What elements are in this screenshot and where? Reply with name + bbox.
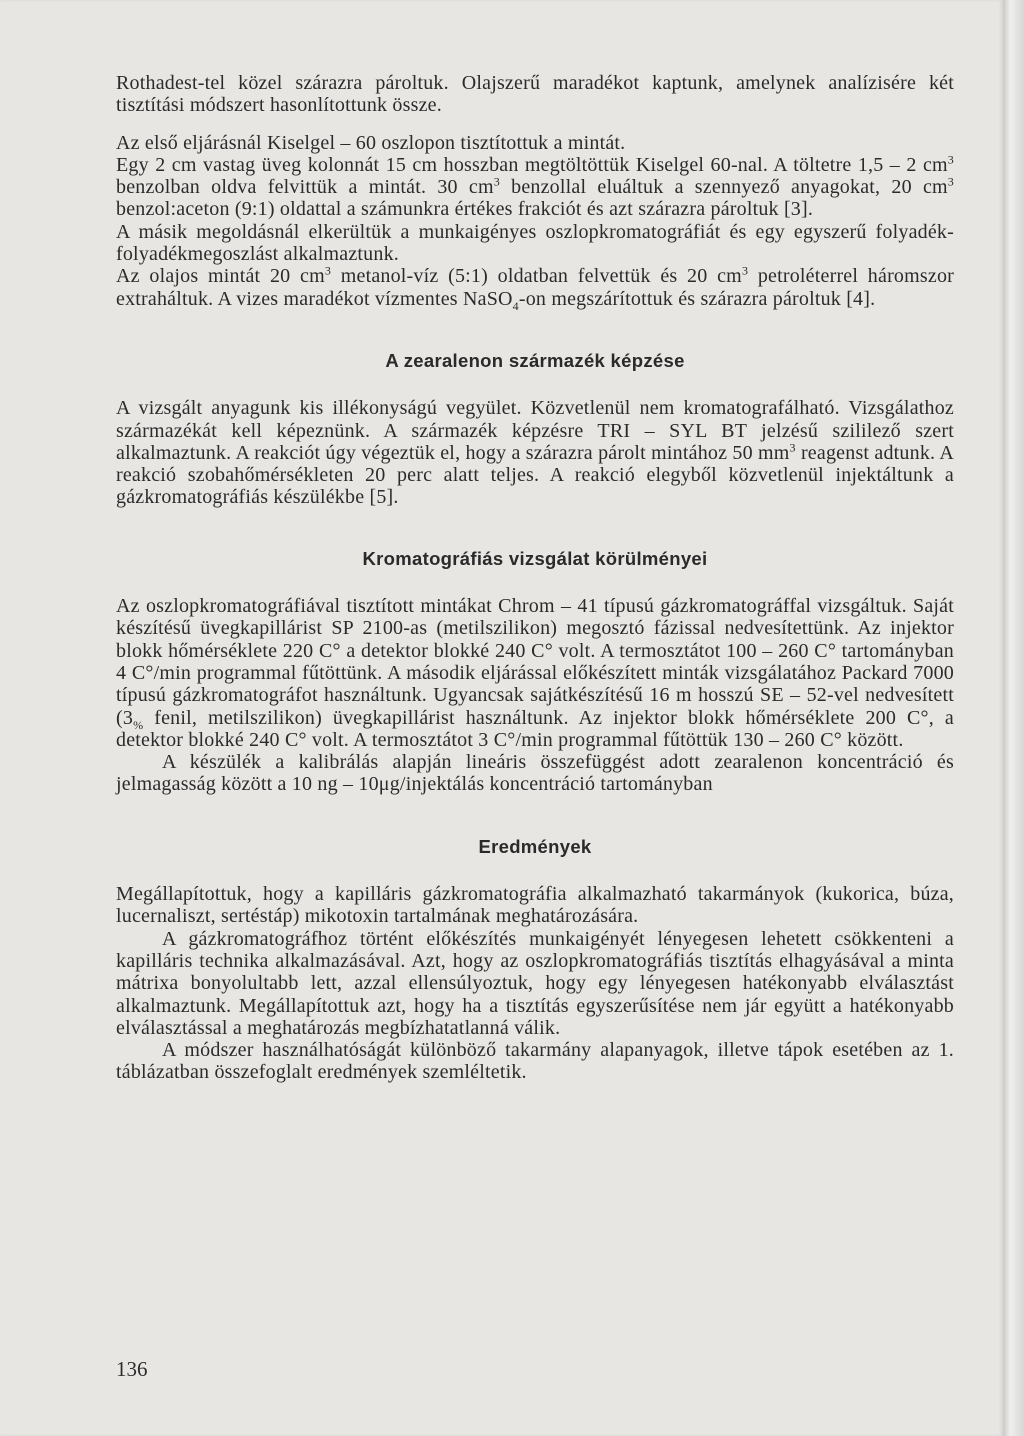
intro-paragraph-1: Rothadest-tel közel szárazra pároltuk. Olajszerű maradékot kaptunk, amelynek analízisére két tisztítási módszert hasonlítottunk össze. bbox=[116, 72, 954, 117]
intro-paragraph-3: Egy 2 cm vastag üveg kolonnát 15 cm hosszban megtöltöttük Kiselgel 60-nal. A töltetre 1,5 – 2 $cm^3$ benzolban oldva felvittük a mintát. 30 $cm^3$ benzollal eluáltuk a szennyező anyagokat, 20 $cm^3$ benzol:aceton (9:1) oldattal a számunkra értékes frakciót és azt szárazra pároltuk [3]. bbox=[116, 152, 954, 221]
section1-paragraph-1: A vizsgált anyagunk kis illékonyságú vegyület. Közvetlenül nem kromatografálható. Vizsgálathoz származékát kell képeznünk. A származék képzésre TRI – SYL BT jelzésű szililező szert alkalmaztunk. A reakciót úgy végeztük el, hogy a szárazra párolt mintához 50 $mm^3$ reagenst adtunk. A reakció szobahőmérsékleten 20 perc alatt teljes. A reakció elegyből közvetlenül injektáltunk a gázkromatográfiás készülékbe [5]. bbox=[116, 397, 954, 509]
section2-paragraph-1: Az oszlopkromatográfiával tisztított mintákat Chrom – 41 típusú gázkromatográffal vizsgáltuk. Saját készítésű üvegkapillárist SP 2100-as (metilszilikon) megosztó fázissal nedvesítettünk. Az injektor blokk hőmérséklete 220 C° a detektor blokké 240 C° volt. A termosztátot 100 – 260 C° tartományban 4 C°/min programmal fűtöttünk. A második eljárással előkészített minták vizsgálatához Packard 7000 típusú gázkromatográfot használtunk. Ugyancsak sajátkészítésű 16 m hosszú SE – 52-vel nedvesített ($3_{\%}$ fenil, metilszilikon) üvegkapillárist használtunk. Az injektor blokk hőmérséklete 200 C°, a detektor blokké 240 C° volt. A termosztátot 3 C°/min programmal fűtöttük 130 – 260 C° között. bbox=[116, 595, 954, 751]
section2-paragraph-2: A készülék a kalibrálás alapján lineáris összefüggést adott zearalenon koncentráció és jelmagasság között a 10 ng – 10μg/injektálás koncentráció tartományban bbox=[116, 751, 954, 796]
intro-paragraph-5: Az olajos mintát 20 $cm^3$ metanol-víz (5:1) oldatban felvettük és 20 $cm^3$ petroléterrel háromszor extraháltuk. A vizes maradékot vízmentes NaSO$_4$-on megszárítottuk és szárazra pároltuk [4]. bbox=[116, 263, 955, 313]
document-body bbox=[116, 72, 954, 1084]
intro-paragraph-4: A másik megoldásnál elkerültük a munkaigényes oszlopkromatográfiát és egy egyszerű folyadék-folyadékmegoszlást alkalmaztunk. bbox=[116, 220, 954, 266]
book-edge bbox=[1003, 0, 1024, 1436]
intro-paragraph-2: Az első eljárásnál Kiselgel – 60 oszlopon tisztítottuk a mintát. bbox=[116, 131, 626, 154]
section-heading-chromatography: Kromatográfiás vizsgálat körülményei bbox=[362, 547, 708, 569]
section3-paragraph-1: Megállapítottuk, hogy a kapilláris gázkromatográfia alkalmazható takarmányok (kukorica, búza, lucernaliszt, sertéstáp) mikotoxin tartalmának meghatározására. bbox=[116, 883, 954, 928]
section3-paragraph-2: A gázkromatográfhoz történt előkészítés munkaigényét lényegesen lehetett csökkenteni a kapilláris technika alkalmazásával. Azt, hogy az oszlopkromatográfiás tisztítás elhagyásával a minta mátrixa bonyolultabb lett, azzal ellensúlyoztuk, hogy egy lényegesen hatékonyabb elválasztást alkalmaztunk. Megállapítottuk azt, hogy ha a tisztítás egyszerűsítése nem jár együtt a hatékonyabb elválasztással a meghatározás megbízhatatlanná válik. bbox=[116, 927, 954, 1039]
section-heading-results: Eredmények bbox=[478, 835, 592, 857]
section3-paragraph-3: A módszer használhatóságát különböző takarmány alapanyagok, illetve tápok esetében az 1. táblázatban összefoglalt eredmények szemléltetik. bbox=[116, 1039, 954, 1084]
section-heading-derivative: A zearalenon származék képzése bbox=[385, 349, 685, 371]
page-number: 136 bbox=[116, 1357, 148, 1381]
